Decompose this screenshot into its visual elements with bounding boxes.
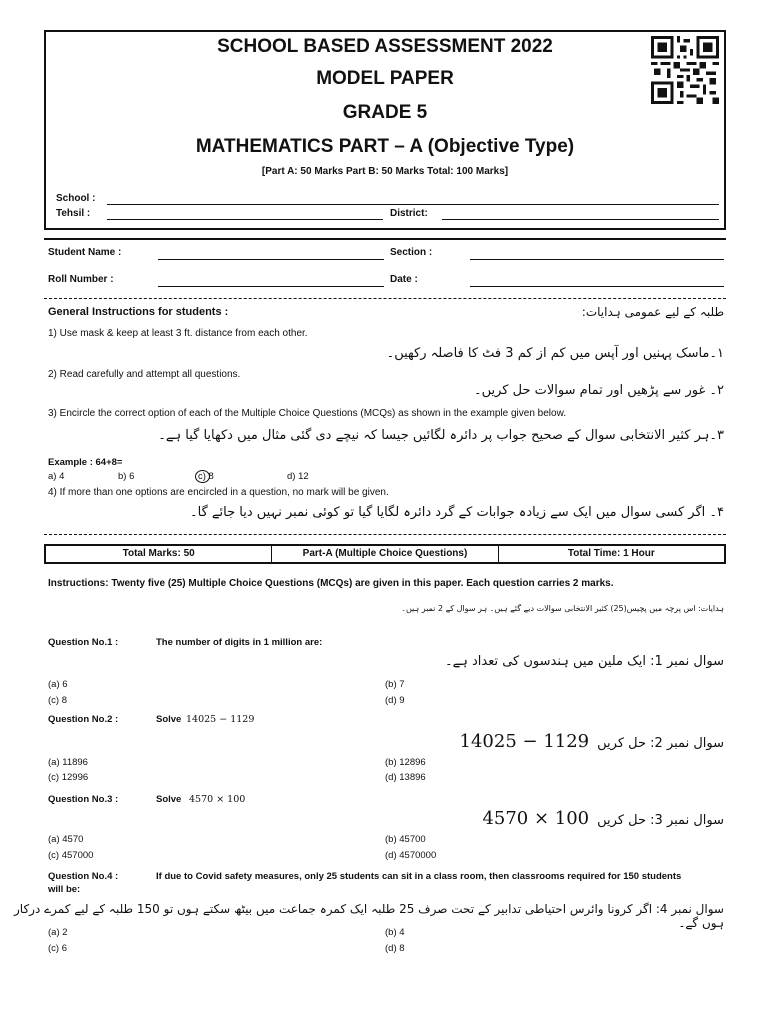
option-c[interactable]: (c) 12996 — [48, 772, 89, 783]
section-label: Section : — [390, 247, 433, 258]
example-label: Example : 64+8= — [48, 457, 123, 468]
instruction-item: 2) Read carefully and attempt all questions. — [48, 369, 241, 380]
option-c[interactable]: (c) 457000 — [48, 850, 94, 861]
question-math: 4570 × 100 — [189, 794, 246, 805]
question-text: Solve — [156, 714, 182, 725]
tehsil-field[interactable] — [107, 219, 383, 220]
option-a[interactable]: (a) 4570 — [48, 834, 84, 845]
question-text: The number of digits in 1 million are: — [156, 637, 323, 648]
marks-line: [Part A: 50 Marks Part B: 50 Marks Total: 100 Marks] — [261, 166, 509, 177]
school-label: School : — [56, 193, 96, 204]
instructions-heading: General Instructions for students : — [48, 306, 229, 318]
total-marks: Total Marks: 50 — [46, 546, 272, 562]
option-d[interactable]: (d) 4570000 — [385, 850, 437, 861]
district-label: District: — [390, 208, 428, 219]
question-urdu: سوال نمبر 4: اگر کرونا وائرس احتیاطی تدابیر کے تحت صرف 25 طلبہ ایک کمرہ جماعت میں بیٹھ سکتے ہوں تو 150 طلبہ کے لیے کمرے درکار ہوں گے۔ — [14, 902, 724, 930]
question-label: Question No.2 : — [48, 714, 119, 725]
question-math: 14025 − 1129 — [186, 714, 255, 725]
example-option: a) 4 — [48, 471, 65, 482]
question-text: If due to Covid safety measures, only 25 students can sit in a class room, then classrooms required for 150 students — [156, 871, 682, 882]
instruction-item: 1) Use mask & keep at least 3 ft. distance from each other. — [48, 328, 308, 339]
grade: GRADE 5 — [342, 102, 428, 123]
date-label: Date : — [390, 274, 418, 285]
mcq-instructions: Instructions: Twenty five (25) Multiple Choice Questions (MCQs) are given in this paper. Each question carries 2 marks. — [48, 578, 614, 589]
option-b[interactable]: (b) 45700 — [385, 834, 426, 845]
exam-title: SCHOOL BASED ASSESSMENT 2022 — [217, 36, 553, 57]
qr-code-icon — [651, 36, 719, 104]
instruction-item: 4) If more than one options are encircled in a question, no mark will be given. — [48, 487, 389, 498]
instructions-heading-urdu: طلبہ کے لیے عمومی ہدایات: — [581, 305, 724, 319]
tehsil-label: Tehsil : — [56, 208, 91, 219]
instruction-item-urdu: ۲۔ غور سے پڑھیں اور تمام سوالات حل کریں۔ — [474, 383, 724, 398]
instruction-item: 3) Encircle the correct option of each of the Multiple Choice Questions (MCQs) as shown in the example given below. — [48, 408, 567, 419]
student-name-field[interactable] — [158, 259, 384, 260]
option-b[interactable]: (b) 4 — [385, 927, 405, 938]
mcq-instructions-urdu: ہدایات: اس پرچہ میں پچیس(25) کثیر الانتخابی سوالات دیے گئے ہیں۔ ہر سوال کے 2 نمبر ہیں۔ — [401, 604, 724, 613]
divider — [44, 238, 726, 240]
question-urdu-row — [482, 808, 724, 829]
question-urdu: سوال نمبر 3: حل کریں — [597, 813, 724, 828]
option-c[interactable]: (c) 6 — [48, 943, 67, 954]
question-label: Question No.1 : — [48, 637, 119, 648]
option-b[interactable]: (b) 7 — [385, 679, 405, 690]
option-a[interactable]: (a) 2 — [48, 927, 68, 938]
part-title: Part-A (Multiple Choice Questions) — [272, 546, 498, 562]
total-time: Total Time: 1 Hour — [567, 548, 655, 559]
instruction-item-urdu: ۳۔ہر کثیر الانتخابی سوال کے صحیح جواب پر دائرہ لگائیں جیسا کہ نیچے دی گئی مثال میں دکھایا گیا ہے۔ — [158, 428, 724, 443]
question-urdu-math: 4570 × 100 — [482, 808, 590, 829]
question-urdu: سوال نمبر 2: حل کریں — [597, 736, 724, 751]
question-urdu-row — [460, 731, 724, 752]
question-text: Solve — [156, 794, 182, 805]
option-d[interactable]: (d) 9 — [385, 695, 405, 706]
divider — [44, 298, 726, 299]
subject-title: MATHEMATICS PART – A (Objective Type) — [195, 136, 575, 157]
option-a[interactable]: (a) 6 — [48, 679, 68, 690]
district-field[interactable] — [442, 219, 719, 220]
question-label: Question No.3 : — [48, 794, 119, 805]
question-urdu-math: 14025 − 1129 — [459, 731, 590, 752]
instruction-item-urdu: ۱۔ماسک پہنیں اور آپس میں کم از کم 3 فٹ کا فاصلہ رکھیں۔ — [386, 346, 724, 361]
date-field[interactable] — [470, 286, 724, 287]
divider — [44, 534, 726, 535]
question-text-continued: will be: — [48, 884, 81, 895]
option-d[interactable]: (d) 13896 — [385, 772, 426, 783]
paper-summary-bar — [44, 544, 726, 564]
paper-type: MODEL PAPER — [316, 68, 454, 89]
example-option: d) 12 — [287, 471, 309, 482]
school-field[interactable] — [107, 204, 719, 205]
roll-number-field[interactable] — [158, 286, 384, 287]
option-d[interactable]: (d) 8 — [385, 943, 405, 954]
question-urdu: سوال نمبر 1: ایک ملین میں ہندسوں کی تعداد ہے۔ — [444, 654, 724, 669]
instruction-item-urdu: ۴۔ اگر کسی سوال میں ایک سے زیادہ جوابات کے گرد دائرہ لگایا گیا تو کوئی نمبر نہیں دیا جائے گا۔ — [190, 505, 724, 520]
example-option: b) 6 — [118, 471, 135, 482]
option-c[interactable]: (c) 8 — [48, 695, 67, 706]
option-b[interactable]: (b) 12896 — [385, 757, 426, 768]
student-name-label: Student Name : — [48, 247, 122, 258]
question-label: Question No.4 : — [48, 871, 119, 882]
example-option-selected: c) 8 — [198, 471, 214, 482]
option-a[interactable]: (a) 11896 — [48, 757, 88, 768]
roll-number-label: Roll Number : — [48, 274, 114, 285]
section-field[interactable] — [470, 259, 724, 260]
header-box — [44, 30, 726, 230]
